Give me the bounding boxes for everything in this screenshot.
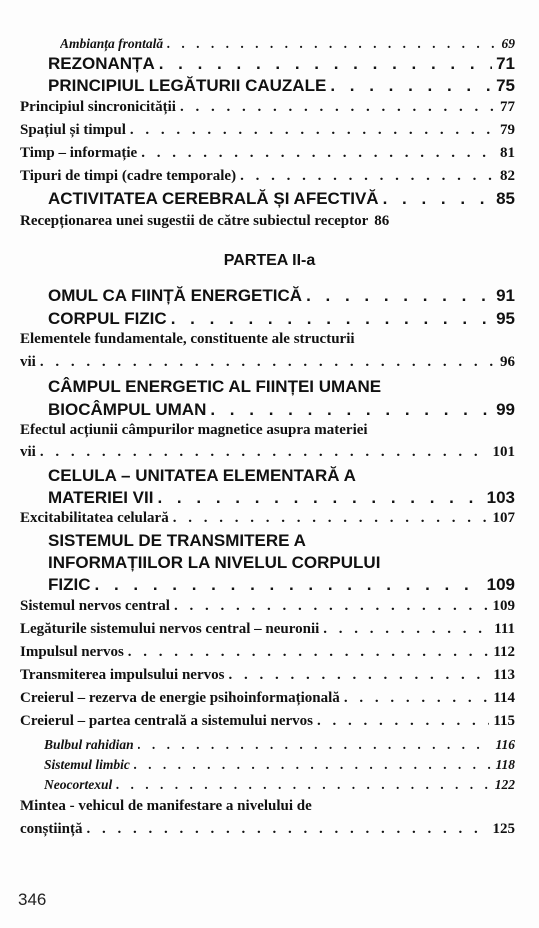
toc-entry-title-line2: conștiință (20, 821, 83, 837)
toc-entry-title-line2: vii (20, 444, 36, 460)
toc-entry (20, 168, 515, 185)
toc-entry-title: Recepționarea unei sugestii de către subiectul receptor (20, 213, 369, 229)
leader-dots (240, 168, 496, 185)
toc-entry (20, 510, 515, 527)
toc-entry-page: 77 (500, 99, 515, 115)
toc-entry (20, 122, 515, 139)
leader-dots (317, 713, 489, 730)
toc-entry-title: Legăturile sistemului nervos central – neuronii (20, 621, 320, 637)
part-heading: PARTEA II-a (223, 252, 316, 269)
toc-entry (44, 737, 515, 753)
toc-entry-page: 91 (496, 286, 515, 305)
toc-entry-title-line1: SISTEMUL DE TRANSMITERE A (48, 531, 306, 550)
toc-entry-title-line1: CELULA – UNITATEA ELEMENTARĂ A (48, 466, 356, 485)
leader-dots (138, 737, 492, 753)
toc-entry-title-line2: BIOCÂMPUL UMAN (48, 400, 207, 419)
toc-entry (20, 690, 515, 707)
toc-entry-title: Impulsul nervos (20, 644, 124, 660)
toc-entry-title: Tipuri de timpi (cadre temporale) (20, 168, 237, 184)
toc-entry-page: 81 (500, 145, 515, 161)
leader-dots (130, 122, 496, 139)
toc-entry-title-line1: Mintea - vehicul de manifestare a nivelului de (20, 798, 312, 814)
toc-entry-title: Principiul sincronicității (20, 99, 176, 115)
toc-entry-page: 71 (496, 54, 515, 73)
toc-entry-title: PRINCIPIUL LEGĂTURII CAUZALE (48, 76, 327, 95)
toc-entry-page: 79 (500, 122, 515, 138)
toc-entry-title: Excitabilitatea celulară (20, 510, 169, 526)
toc-entry-title-line1: Efectul acțiunii câmpurilor magnetice asupra materiei (20, 422, 368, 438)
toc-entry (20, 99, 515, 116)
toc-entry (48, 575, 515, 595)
leader-dots (171, 309, 492, 329)
toc-entry-title: Ambianța frontală (60, 36, 164, 51)
toc-entry-page: 75 (496, 76, 515, 95)
toc-entry (20, 354, 515, 371)
toc-entry-page: 85 (496, 189, 515, 208)
toc-entry-title: Timp – informație (20, 145, 138, 161)
leader-dots (40, 444, 489, 461)
toc-entry (20, 644, 515, 661)
toc-entry-title-line2: INFORMAȚIILOR LA NIVELUL CORPULUI (48, 553, 381, 572)
toc-entry-page: 86 (374, 213, 390, 229)
toc-entry-title-line2: MATERIEI VII (48, 488, 154, 507)
toc-entry (20, 821, 515, 838)
toc-entry-page: 69 (501, 36, 515, 51)
toc-entry-page: 99 (496, 400, 515, 419)
toc-entry-page: 96 (500, 354, 515, 370)
toc-entry-page: 125 (492, 821, 515, 837)
toc-entry-page: 113 (493, 667, 515, 683)
toc-entry-page: 112 (493, 644, 515, 660)
leader-dots (323, 621, 490, 638)
toc-entry-page: 116 (495, 737, 515, 752)
toc-entry (60, 36, 515, 52)
toc-entry (48, 309, 515, 329)
toc-entry-title: CORPUL FIZIC (48, 309, 167, 328)
toc-entry-title: Sistemul nervos central (20, 598, 170, 614)
toc-entry (48, 189, 515, 209)
leader-dots (344, 690, 490, 707)
toc-entry (20, 213, 515, 230)
toc-entry-page: 103 (486, 488, 515, 507)
toc-entry-page: 122 (494, 777, 515, 792)
toc-entry-page: 95 (496, 309, 515, 328)
leader-dots (95, 575, 483, 595)
toc-entry (20, 713, 515, 730)
toc-entry-title: Neocortexul (44, 777, 113, 792)
leader-dots (210, 400, 492, 420)
toc-entry-title: Sistemul limbic (44, 757, 130, 772)
toc-entry-title: ACTIVITATEA CEREBRALĂ ȘI AFECTIVĂ (48, 189, 379, 208)
toc-entry (44, 777, 515, 793)
toc-entry (20, 598, 515, 615)
toc-entry (20, 145, 515, 162)
toc-entry-page: 109 (486, 575, 515, 594)
page-number: 346 (18, 890, 47, 909)
toc-entry (48, 400, 515, 420)
toc-entry-title: Creierul – rezerva de energie psihoinformațională (20, 690, 340, 706)
toc-entry-page: 114 (493, 690, 515, 706)
toc-entry (48, 286, 515, 306)
leader-dots (116, 777, 491, 793)
toc-entry-title: Spațiul și timpul (20, 122, 126, 138)
toc-entry-page: 82 (500, 168, 515, 184)
toc-entry (20, 667, 515, 684)
leader-dots (157, 488, 482, 508)
toc-entry-page: 118 (495, 757, 515, 772)
leader-dots (40, 354, 496, 371)
toc-entry-title: REZONANȚA (48, 54, 155, 73)
toc-entry-page: 107 (492, 510, 515, 526)
toc-entry (20, 621, 515, 638)
toc-entry-title-line1: CÂMPUL ENERGETIC AL FIINȚEI UMANE (48, 377, 382, 396)
toc-entry-title: Creierul – partea centrală a sistemului nervos (20, 713, 314, 729)
leader-dots (173, 510, 489, 527)
leader-dots (330, 76, 492, 96)
toc-entry-title: OMUL CA FIINȚĂ ENERGETICĂ (48, 286, 303, 305)
toc-entry-title: Bulbul rahidian (44, 737, 134, 752)
leader-dots (228, 667, 489, 684)
toc-entry (44, 757, 515, 773)
toc-entry (48, 76, 515, 96)
toc-entry-title: Transmiterea impulsului nervos (20, 667, 225, 683)
toc-entry (48, 54, 515, 74)
toc-entry-page: 109 (492, 598, 515, 614)
leader-dots (383, 189, 493, 209)
toc-entry (48, 488, 515, 508)
leader-dots (159, 54, 492, 74)
toc-entry-page: 115 (493, 713, 515, 729)
leader-dots (167, 36, 497, 52)
toc-entry-title-line3: FIZIC (48, 575, 91, 594)
toc-entry-page: 101 (492, 444, 515, 460)
leader-dots (134, 757, 492, 773)
leader-dots (306, 286, 492, 306)
toc-entry-title-line1: Elementele fundamentale, constituente ale structurii (20, 331, 355, 347)
leader-dots (180, 99, 496, 116)
leader-dots (128, 644, 490, 661)
leader-dots (174, 598, 489, 615)
toc-entry-page: 111 (494, 621, 515, 637)
toc-entry (20, 444, 515, 461)
leader-dots (141, 145, 496, 162)
leader-dots (87, 821, 489, 838)
toc-entry-title-line2: vii (20, 354, 36, 370)
